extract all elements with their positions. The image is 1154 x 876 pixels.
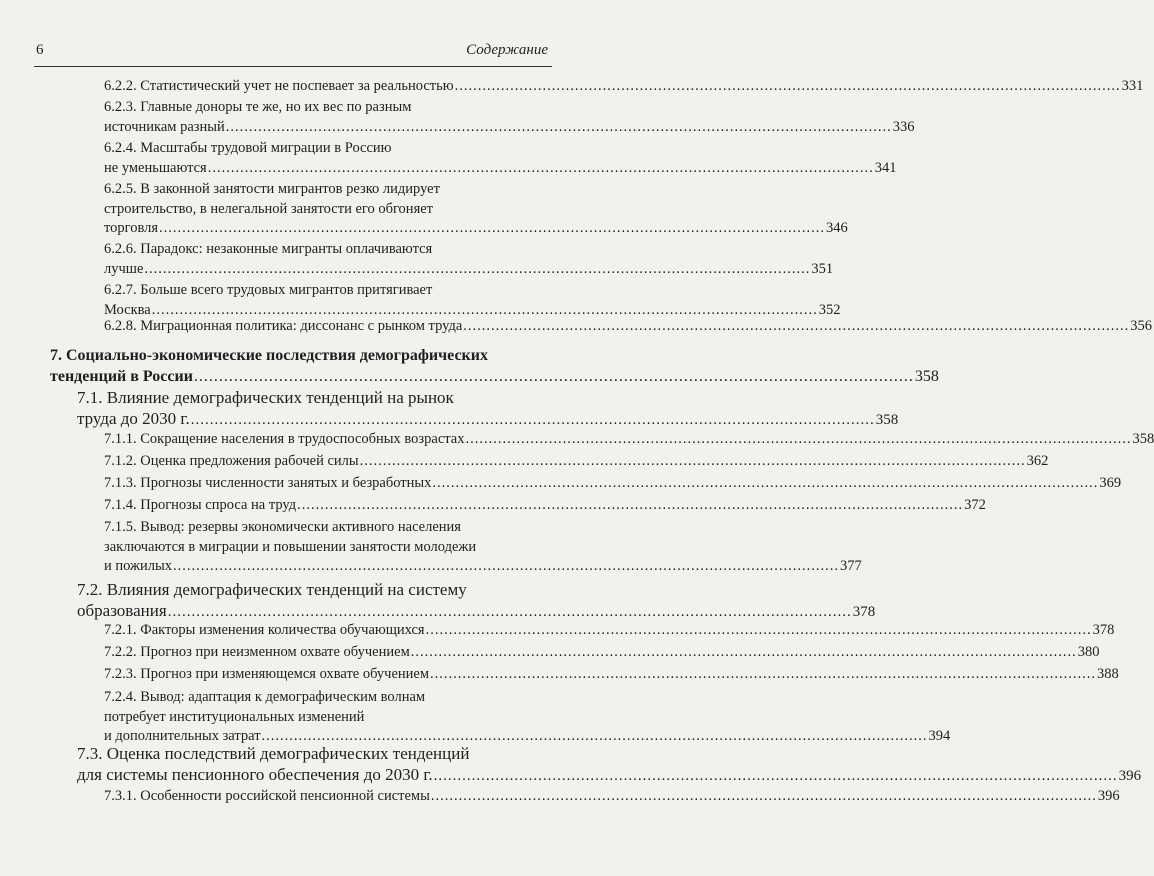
toc-section[interactable]: 7.1. Влияние демографических тенденций на рынок труда до 2030 г. ..... 358 [77,387,548,431]
toc-page: 380 [1077,644,1100,660]
toc-entry[interactable]: 7.2.2. Прогноз при неизменном охвате обучением ..... 380 [104,643,548,663]
toc-page: 396 [1097,788,1120,804]
toc-page: 396 [1118,768,1142,784]
toc-entry[interactable]: 7.2.4. Вывод: адаптация к демографическим волнам потребует институциональных изменений и дополнительных затрат ..... 394 [104,688,548,747]
toc-entry[interactable]: 7.1.2. Оценка предложения рабочей силы ..... 362 [104,452,548,472]
toc-entry[interactable]: 7.2.3. Прогноз при изменяющемся охвате обучением ..... 388 [104,665,548,685]
header-rule [34,66,552,67]
toc-entry[interactable]: 7.1.3. Прогнозы численности занятых и безработных ..... 369 [104,474,548,494]
toc-page: 377 [840,558,862,574]
toc-entry[interactable]: 6.2.3. Главные доноры те же, но их вес по разным источникам разный ..... 336 [104,98,548,137]
toc-page: 378 [1092,622,1115,638]
toc-page: 331 [1121,78,1144,94]
toc-entry[interactable]: 7.3.1. Особенности российской пенсионной системы ..... 396 [104,787,548,807]
toc-entry[interactable]: 7.1.4. Прогнозы спроса на труд ..... 372 [104,496,548,516]
toc-page: 388 [1097,666,1119,682]
toc-entry[interactable]: 7.1.5. Вывод: резервы экономически активного населения заключаются в миграции и повышении занятости молодежи и пожилых ..... 377 [104,518,548,577]
toc-page: 352 [818,301,841,318]
toc-entry[interactable]: 7.1.1. Сокращение населения в трудоспособных возрастах ..... 358 [104,430,548,450]
toc-page: 362 [1026,453,1049,469]
toc-page: 358 [875,412,899,428]
toc-page: 336 [892,118,915,135]
toc-page: 372 [964,497,986,513]
toc-page: 378 [852,604,876,620]
toc-page: 358 [1132,431,1154,447]
page-number: 6 [36,42,44,58]
toc-section[interactable]: 7.2. Влияния демографических тенденций на систему образования ..... 378 [77,579,548,623]
toc-page: 356 [1130,318,1153,334]
toc-section[interactable]: 7.3. Оценка последствий демографических тенденций для системы пенсионного обеспечения до 2030 г. ..... 396 [77,743,548,787]
toc-page: 394 [928,728,951,744]
toc-entry[interactable]: 7.2.1. Факторы изменения количества обучающихся ..... 378 [104,621,548,641]
running-title: Содержание [466,42,548,58]
toc-page: 358 [914,368,939,385]
toc-entry[interactable]: 6.2.4. Масштабы трудовой миграции в Россию не уменьшаются ..... 341 [104,139,548,178]
toc-entry[interactable]: 6.2.2. Статистический учет не поспевает за реальностью ..... 331 [104,77,548,97]
toc-page: 341 [874,159,897,176]
toc-entry[interactable]: 6.2.8. Миграционная политика: диссонанс с рынком труда ..... 356 [104,317,548,337]
toc-chapter[interactable]: 7. Социально-экономические последствия демографических тенденций в России ..... 358 [50,345,548,387]
toc-entry[interactable]: 6.2.5. В законной занятости мигрантов резко лидирует строительство, в нелегальной занятости его обгоняет торговля ..... 346 [104,180,548,239]
toc-entry[interactable]: 6.2.6. Парадокс: незаконные мигранты оплачиваются лучше ..... 351 [104,240,548,279]
toc-page: 346 [826,220,848,236]
toc-entry[interactable]: 6.2.7. Больше всего трудовых мигрантов притягивает Москва ..... 352 [104,281,548,320]
toc-page: 369 [1099,475,1122,491]
toc-page: 351 [811,260,834,277]
